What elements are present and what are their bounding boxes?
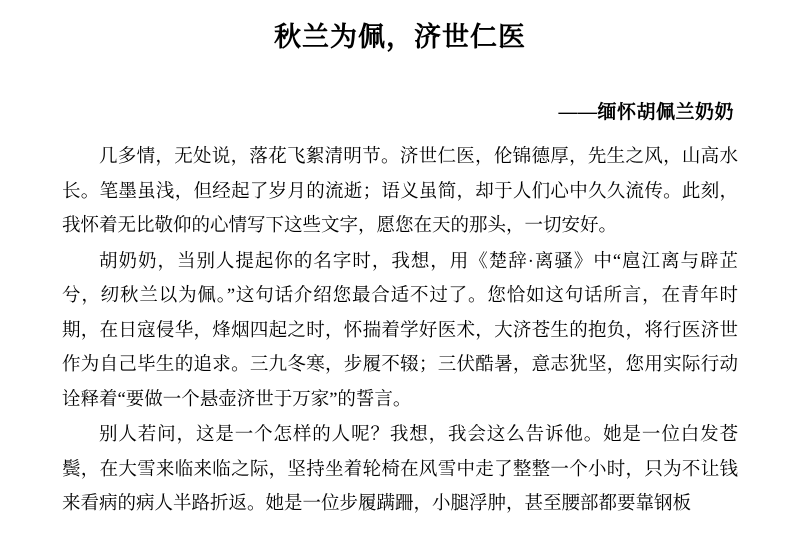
document-body (62, 140, 738, 522)
page-title: 秋兰为佩，济世仁医 (274, 22, 526, 52)
paragraph: 胡奶奶，当别人提起你的名字时，我想，用《楚辞·离骚》中“扈江离与辟芷兮，纫秋兰以为佩。”这句话介绍您最合适不过了。您恰如这句话所言，在青年时期，在日寇侵华，烽烟四起之时，怀揣着学好医术，大济苍生的抱负，将行医济世作为自己毕生的追求。三九冬寒，步履不辍；三伏酷暑，意志犹坚，您用实际行动诠释着“要做一个悬壶济世于万家”的誓言。 (62, 251, 738, 410)
paragraph: 别人若问，这是一个怎样的人呢？我想，我会这么告诉他。她是一位白发苍鬓，在大雪来临来临之际，坚持坐着轮椅在风雪中走了整整一个小时，只为不让钱来看病的病人半路折返。她是一位步履蹒跚，小腿浮肿，甚至腰部都要靠钢板 (62, 425, 738, 515)
subtitle-row (62, 97, 738, 124)
paragraph: 几多情，无处说，落花飞絮清明节。济世仁医，伦锦德厚，先生之风，山高水长。笔墨虽浅，但经起了岁月的流逝；语义虽简，却于人们心中久久流传。此刻，我怀着无比敬仰的心情写下这些文字，愿您在天的那头，一切安好。 (62, 147, 738, 237)
document-subtitle: ——缅怀胡佩兰奶奶 (558, 102, 734, 124)
